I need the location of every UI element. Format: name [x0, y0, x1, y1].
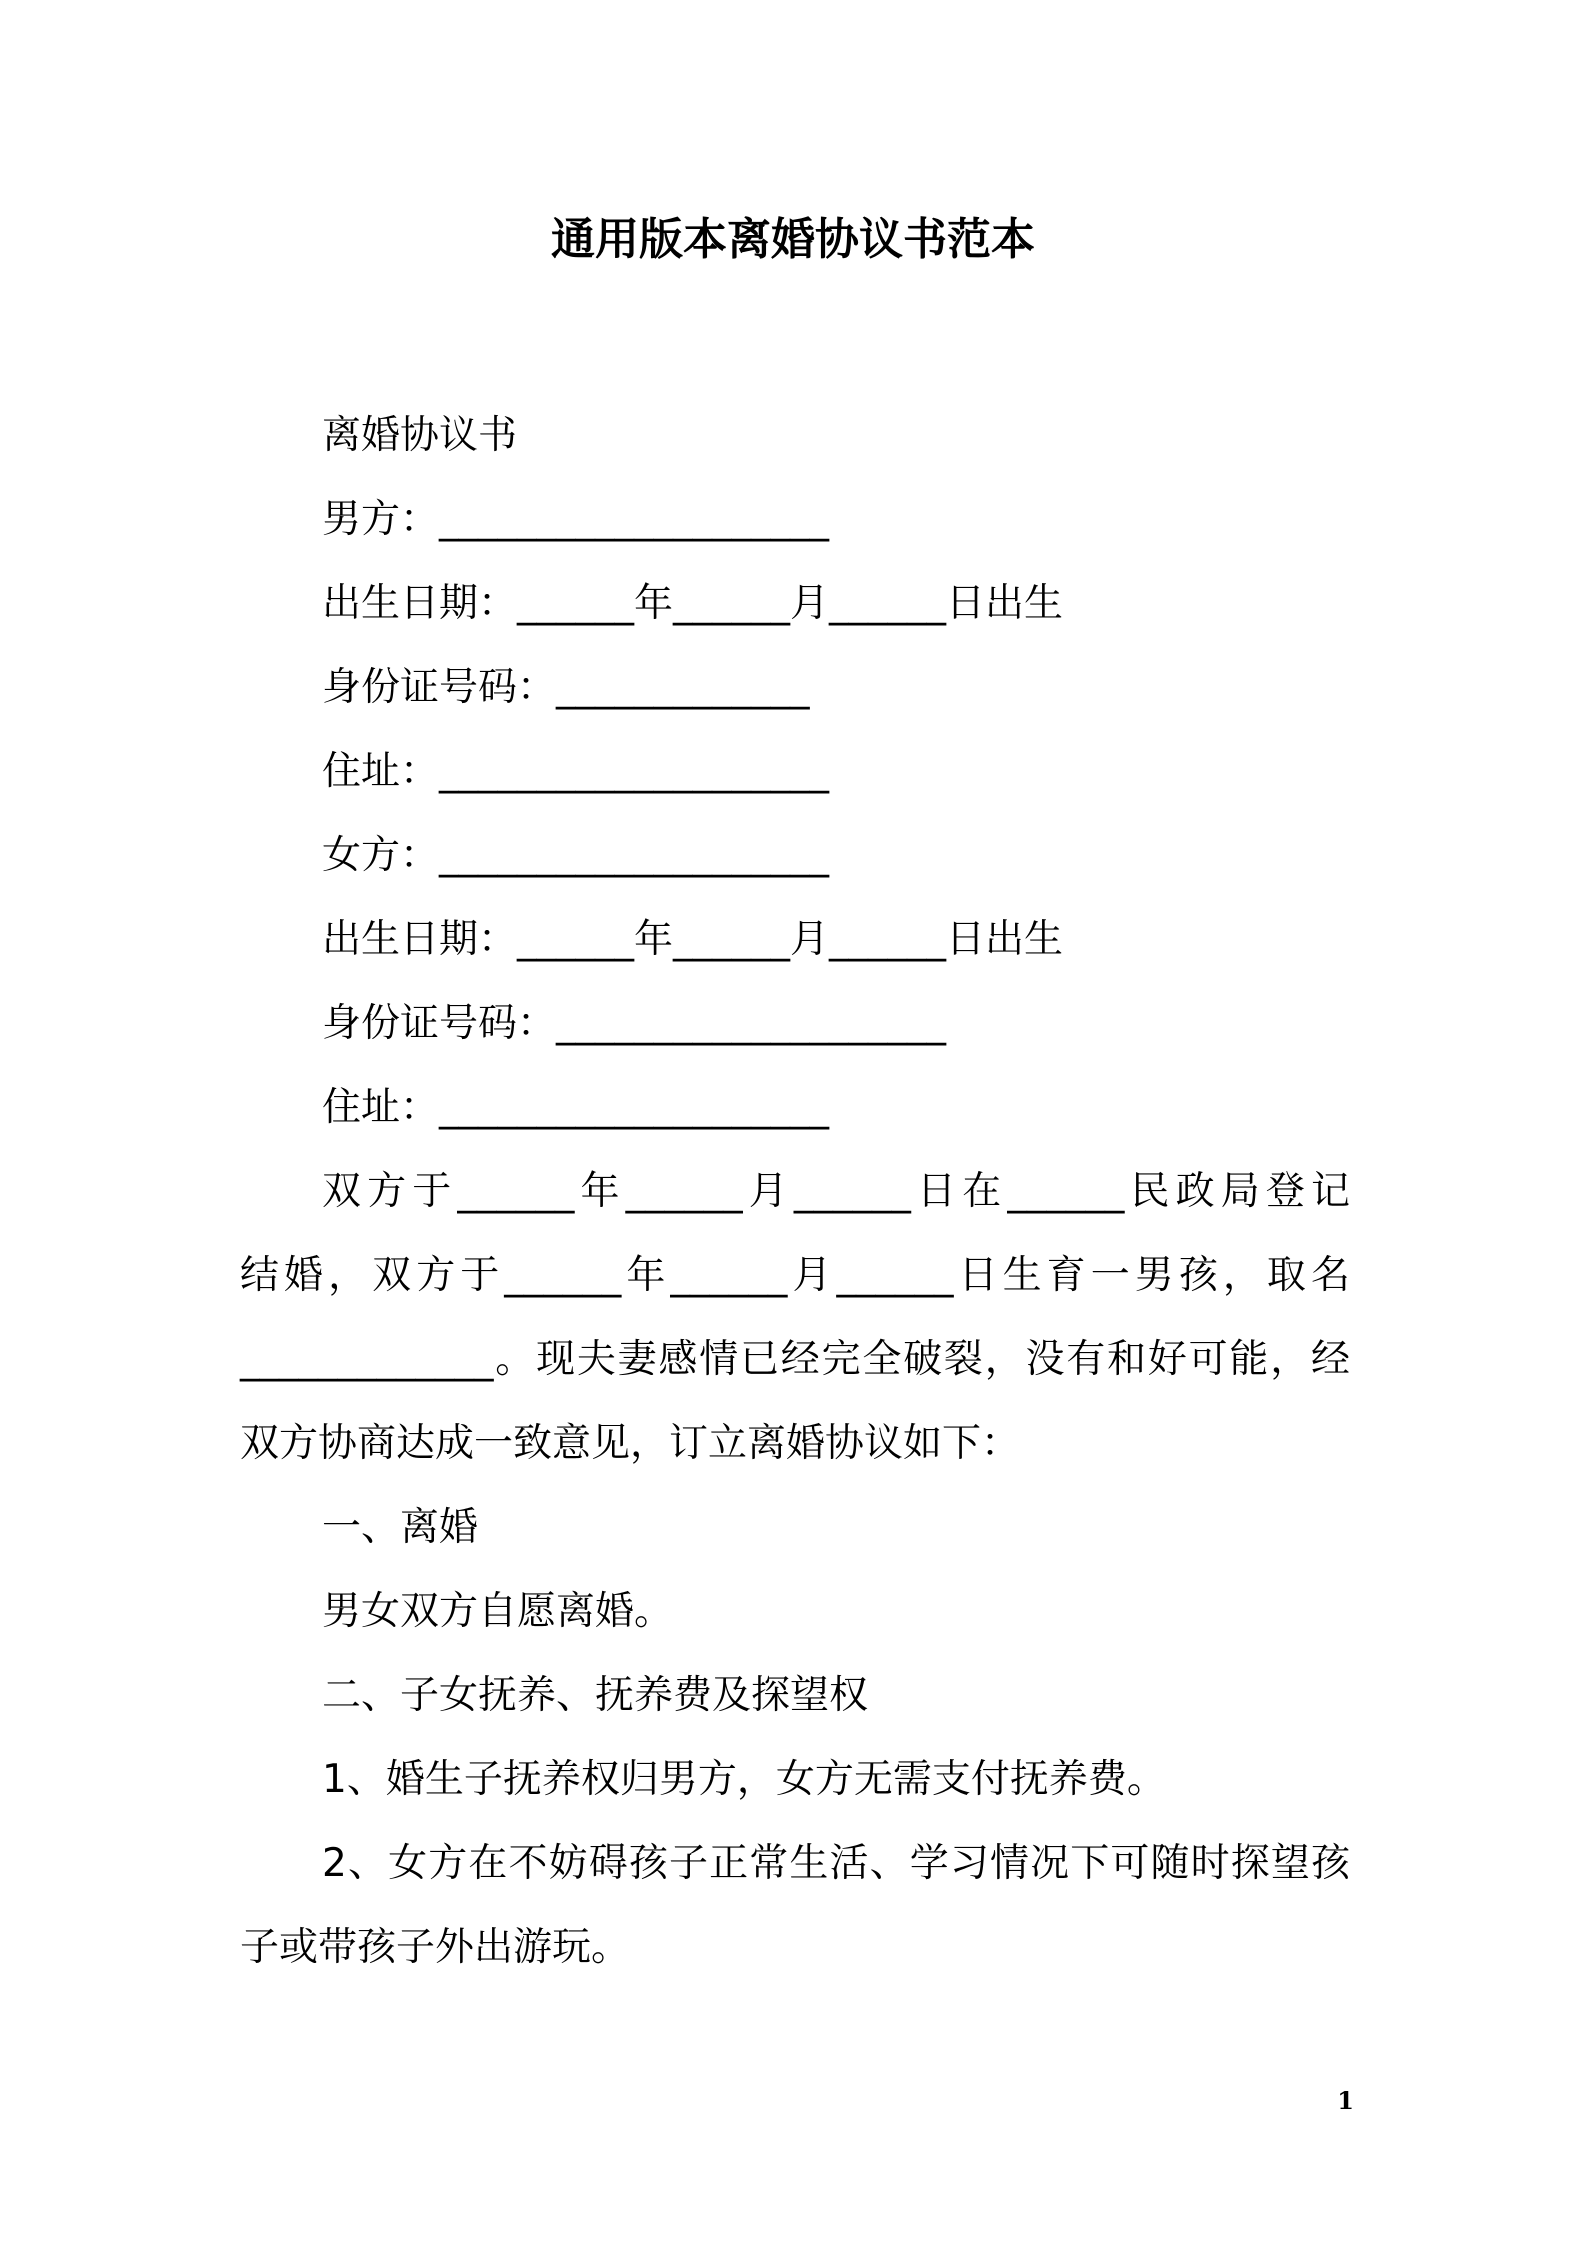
paragraph-line: 男女双方自愿离婚。	[322, 1589, 674, 1634]
paragraph-line: 双方于______年______月______日在______民政局登记	[322, 1169, 1350, 1214]
male-id-field: 身份证号码：_____________	[322, 665, 810, 710]
female-birthdate-field: 出生日期：______年______月______日出生	[322, 917, 1064, 962]
clause-item: 1、婚生子抚养权归男方，女方无需支付抚养费。	[322, 1757, 1166, 1802]
clause-item: 2、女方在不妨碍孩子正常生活、学习情况下可随时探望孩	[322, 1841, 1350, 1886]
paragraph-line: 双方协商达成一致意见，订立离婚协议如下：	[240, 1421, 1021, 1466]
paragraph-line: 结婚，双方于______年______月______日生育一男孩，取名	[240, 1253, 1350, 1298]
female-address-field: 住址：____________________	[322, 1085, 830, 1130]
male-name-field: 男方：____________________	[322, 497, 830, 542]
female-name-field: 女方：____________________	[322, 833, 830, 878]
female-id-field: 身份证号码：____________________	[322, 1001, 947, 1046]
subtitle: 离婚协议书	[322, 413, 518, 458]
male-birthdate-field: 出生日期：______年______月______日出生	[322, 581, 1064, 626]
section-heading: 二、子女抚养、抚养费及探望权	[322, 1673, 869, 1718]
document-title: 通用版本离婚协议书范本	[551, 214, 1035, 265]
male-address-field: 住址：____________________	[322, 749, 830, 794]
clause-item-continued: 子或带孩子外出游玩。	[240, 1925, 631, 1970]
page-number: 1	[1337, 2086, 1354, 2115]
paragraph-line: _____________。现夫妻感情已经完全破裂，没有和好可能，经	[240, 1337, 1350, 1382]
section-heading: 一、离婚	[322, 1505, 479, 1550]
